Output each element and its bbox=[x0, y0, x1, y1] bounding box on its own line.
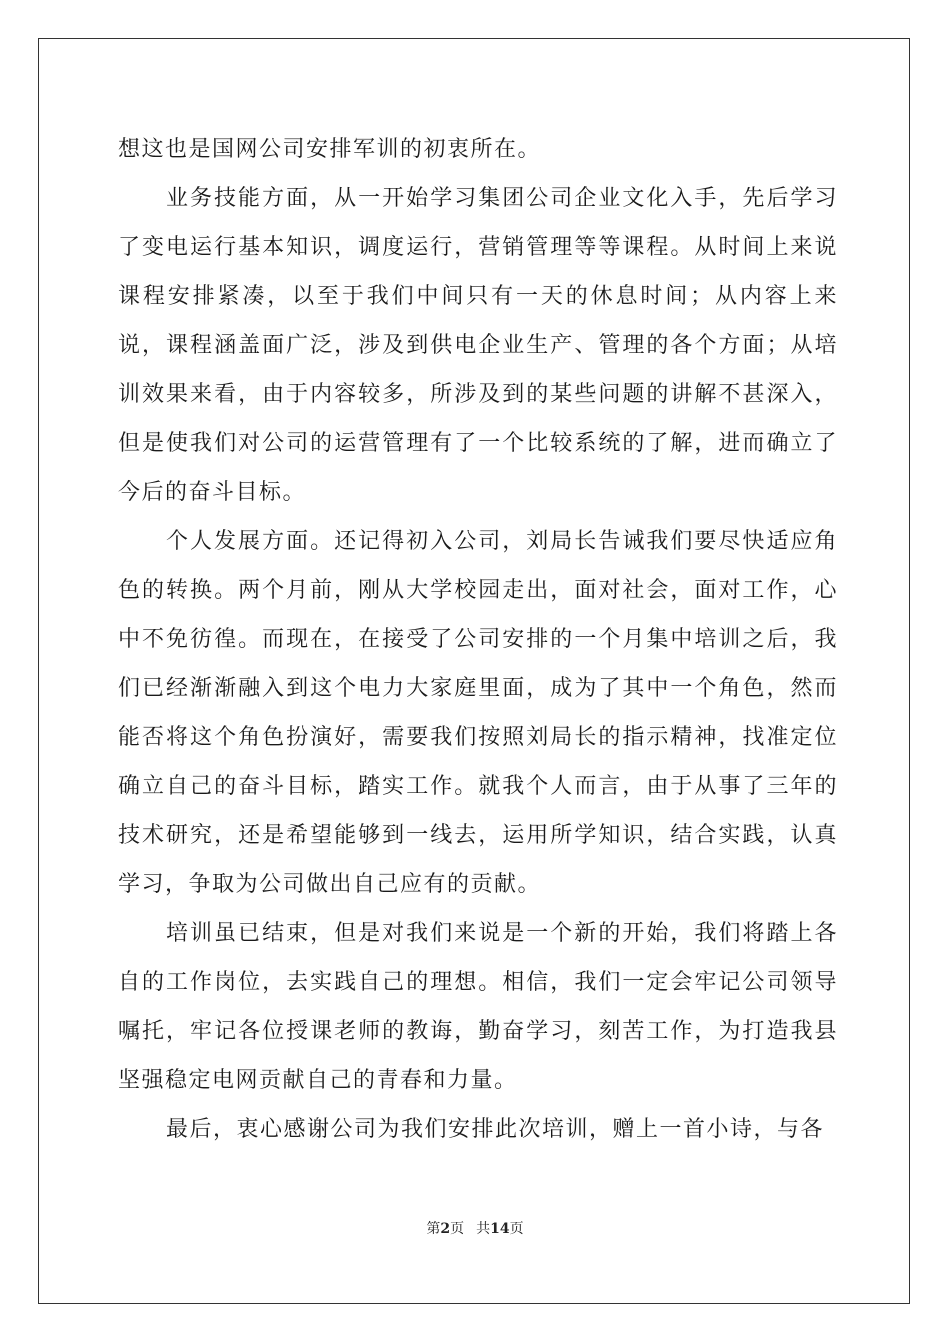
page-footer bbox=[0, 1220, 950, 1238]
paragraph-2: 业务技能方面，从一开始学习集团公司企业文化入手，先后学习了变电运行基本知识，调度运行，营销管理等等课程。从时间上来说课程安排紧凑，以至于我们中间只有一天的休息时间；从内容上来说，课程涵盖面广泛，涉及到供电企业生产、管理的各个方面；从培训效果来看，由于内容较多，所涉及到的某些问题的讲解不甚深入，但是使我们对公司的运营管理有了一个比较系统的了解，进而确立了今后的奋斗目标。 bbox=[118, 186, 838, 505]
footer-page-number: 2 bbox=[440, 1221, 451, 1237]
paragraph-4: 培训虽已结束，但是对我们来说是一个新的开始，我们将踏上各自的工作岗位，去实践自己的理想。相信，我们一定会牢记公司领导嘱托，牢记各位授课老师的教诲，勤奋学习，刻苦工作，为打造我县坚强稳定电网贡献自己的青春和力量。 bbox=[118, 921, 838, 1093]
footer-prefix: 第 bbox=[426, 1221, 441, 1237]
document-body bbox=[118, 125, 838, 1154]
footer-total-prefix: 共 bbox=[476, 1221, 491, 1237]
footer-total-suffix: 页 bbox=[509, 1221, 524, 1237]
footer-total-pages: 14 bbox=[490, 1221, 510, 1237]
paragraph-5: 最后，衷心感谢公司为我们安排此次培训，赠上一首小诗，与各 bbox=[166, 1117, 825, 1142]
paragraph-1: 想这也是国网公司安排军训的初衷所在。 bbox=[118, 137, 542, 162]
paragraph-3: 个人发展方面。还记得初入公司，刘局长告诫我们要尽快适应角色的转换。两个月前，刚从大学校园走出，面对社会，面对工作，心中不免彷徨。而现在，在接受了公司安排的一个月集中培训之后，我们已经渐渐融入到这个电力大家庭里面，成为了其中一个角色，然而能否将这个角色扮演好，需要我们按照刘局长的指示精神，找准定位确立自己的奋斗目标，踏实工作。就我个人而言，由于从事了三年的技术研究，还是希望能够到一线去，运用所学知识，结合实践，认真学习，争取为公司做出自己应有的贡献。 bbox=[118, 529, 838, 897]
footer-page-suffix: 页 bbox=[450, 1221, 465, 1237]
